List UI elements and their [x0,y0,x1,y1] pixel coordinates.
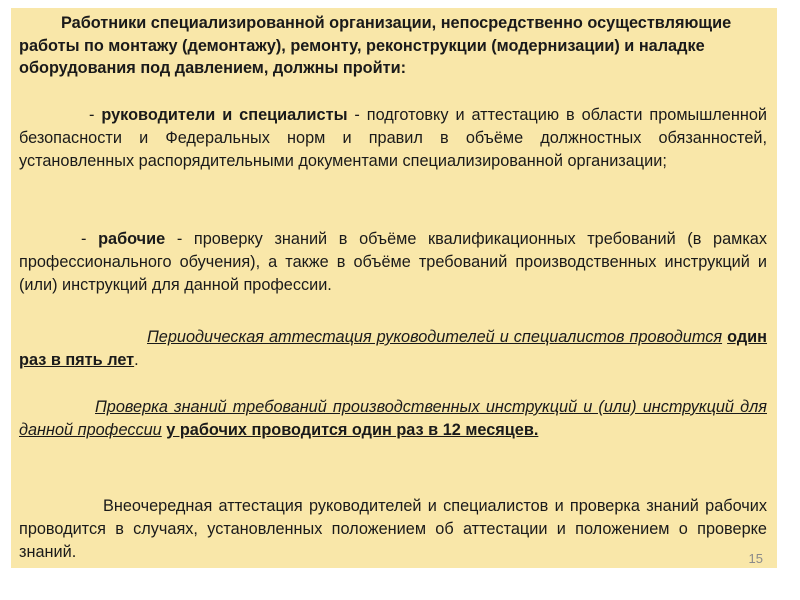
heading-text: Работники специализированной организации, непосредственно осуществляющие работы по монтажу (демонтажу), ремонту, реконструкции (модернизации) и наладке оборудования под давлением, должны пройти: [19,14,732,77]
periodic-bold: один раз в пять лет [19,328,768,369]
slide [11,8,777,568]
slide-heading [19,12,767,80]
item-managers [19,104,767,173]
item-workers [19,228,767,297]
item-workers-bold: рабочие [98,230,166,248]
extraordinary-attestation [19,495,767,564]
extra-text: Внеочередная аттестация руководителей и специалистов и проверка знаний рабочих проводится в случаях, установленных положением об аттестации и положением о проверке знаний. [19,497,767,561]
page-number: 15 [748,551,763,566]
item-managers-bold: руководители и специалисты [101,106,348,124]
check-italic: Проверка знаний требований производственных инструкций и (или) инструкций для данной профессии [19,398,767,439]
periodic-italic: Периодическая аттестация руководителей и специалистов проводится [147,328,723,346]
item-workers-prefix: - [81,230,99,248]
check-bold: у рабочих проводится один раз в 12 месяцев. [166,421,539,439]
item-managers-text: - подготовку и аттестацию в области промышленной безопасности и Федеральных норм и правил в объёме должностных обязанностей, установленных распорядительными документами специализированной организации; [19,106,767,170]
knowledge-check [19,396,767,442]
item-managers-prefix: - [89,106,102,124]
item-workers-text: - проверку знаний в объёме квалификационных требований (в рамках профессионального обучения), а также в объёме требований производственных инструкций и (или) инструкций для данной профессии. [19,230,767,294]
periodic-end: . [134,351,139,369]
periodic-attestation [19,326,767,372]
